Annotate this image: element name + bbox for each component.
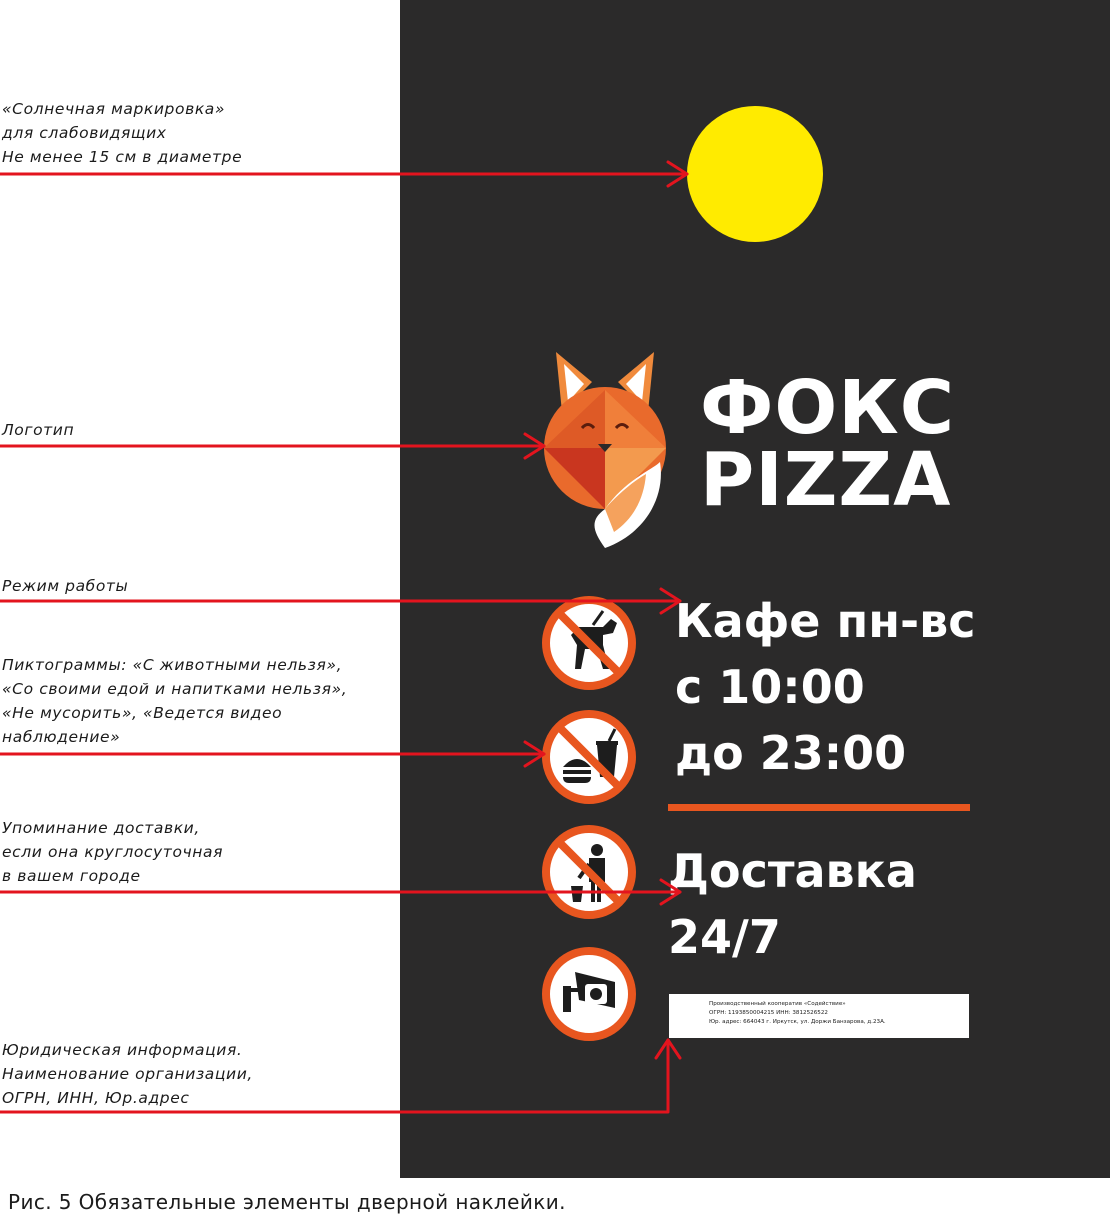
figure-caption: Рис. 5 Обязательные элементы дверной наклейки. (8, 1190, 566, 1214)
annotation-hours: Режим работы (2, 577, 129, 595)
arrow-hours (0, 589, 680, 613)
hours-line-1: Кафе пн-вс (675, 594, 976, 648)
hours-line-3: до 23:00 (675, 726, 907, 780)
legal-line-1: Производственный кооператив «Содействие» (709, 1001, 846, 1007)
arrow-delivery (0, 880, 680, 904)
annotation-pictograms: Пиктограммы: «С животными нельзя», «Со своими едой и напитками нельзя», «Не мусорить», «Ведется видео наблюдение» (2, 656, 348, 746)
annotation-legal: Юридическая информация. Наименование организации, ОГРН, ИНН, Юр.адрес (2, 1041, 253, 1107)
annotation-sun-marking: «Солнечная маркировка» для слабовидящих Не менее 15 см в диаметре (2, 100, 243, 166)
brand-line-2: PIZZA (700, 437, 952, 523)
annotation-logo: Логотип (2, 421, 75, 439)
arrow-pictograms (0, 742, 544, 766)
arrow-legal (0, 1040, 680, 1112)
annotation-delivery: Упоминание доставки, если она круглосуточная в вашем городе (2, 819, 224, 885)
arrow-sun-marking (0, 162, 687, 186)
delivery-line-1: Доставка (668, 844, 917, 898)
hours-line-2: с 10:00 (675, 660, 865, 714)
legal-line-2: ОГРН: 1193850004215 ИНН: 3812526522 (709, 1010, 828, 1016)
legal-line-3: Юр. адрес: 664043 г. Иркутск, ул. Доржи Банзарова, д.23А. (709, 1019, 886, 1025)
brand-line-1: ФОКС (700, 365, 956, 451)
arrow-logo (0, 434, 544, 458)
delivery-line-2: 24/7 (668, 910, 781, 964)
